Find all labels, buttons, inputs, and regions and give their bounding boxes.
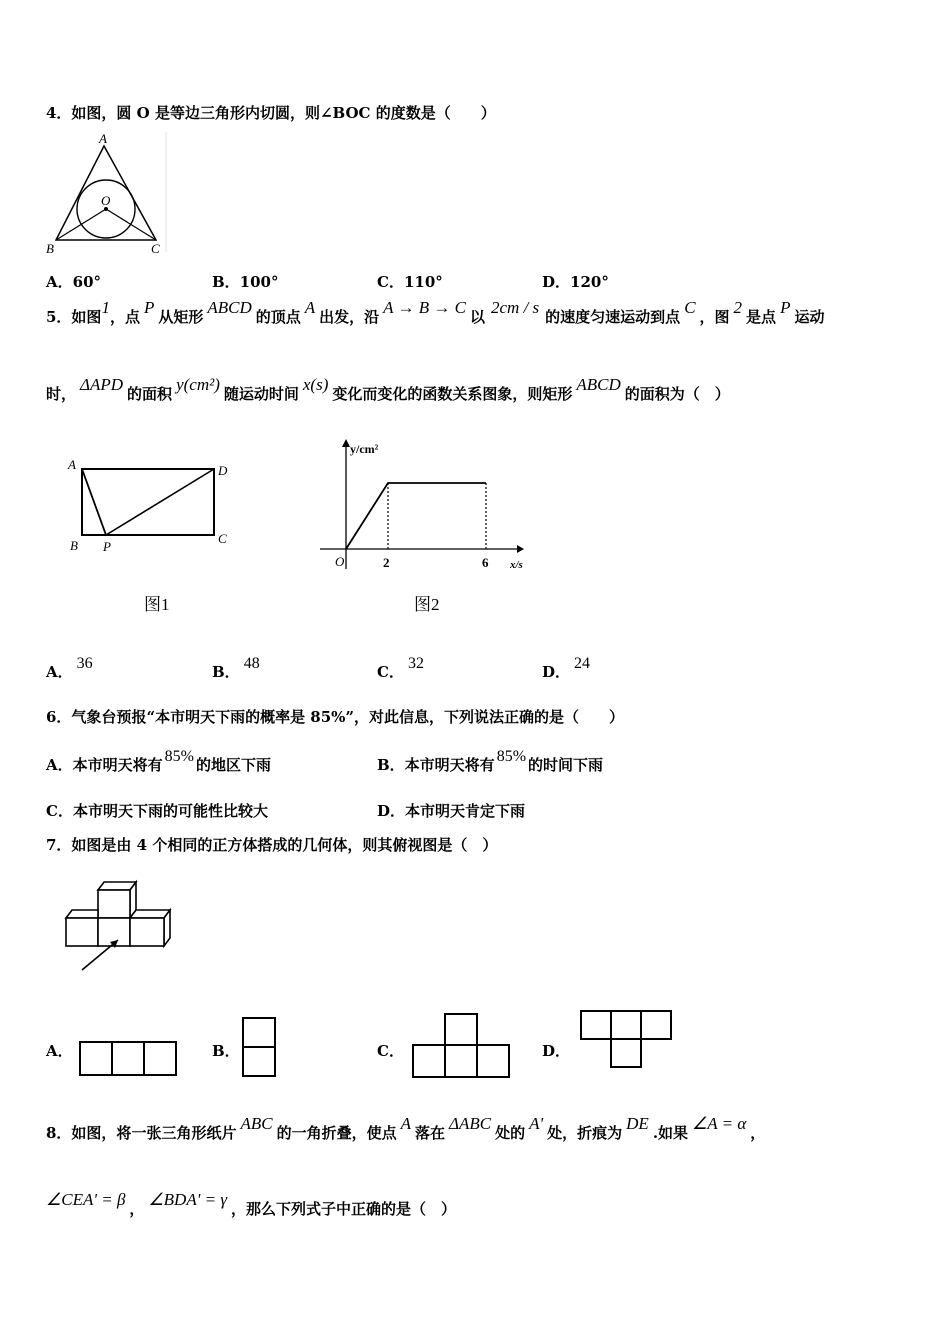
q7-option-a-figure[interactable] <box>78 1040 180 1078</box>
q5-option-c[interactable]: C． 32 <box>377 655 424 681</box>
q6-stem: 6．气象台预报“本市明天下雨的概率是 85%”，对此信息，下列说法正确的是（ ） <box>46 708 625 726</box>
q4-stem: 4．如图，圆 O 是等边三角形内切圆，则∠BOC 的度数是（ ） <box>46 104 496 122</box>
q4-option-d[interactable]: D．120° <box>542 273 609 291</box>
fig2-tick-2: 2 <box>383 555 390 570</box>
fig2-ylabel: y/cm² <box>350 442 379 456</box>
fig1-label-D: D <box>218 463 228 478</box>
q5-option-a[interactable]: A． 36 <box>46 655 93 681</box>
q4-label-A: A <box>99 131 107 146</box>
q7-option-b-figure[interactable] <box>241 1016 279 1080</box>
q7-option-d-figure[interactable] <box>579 1009 679 1073</box>
q7-stem: 7．如图是由 4 个相同的正方体搭成的几何体，则其俯视图是（ ） <box>46 836 498 854</box>
q4-label-C: C <box>151 241 160 256</box>
q7-option-c-figure[interactable] <box>411 1012 513 1080</box>
q7-option-b-label[interactable]: B． <box>212 1042 240 1060</box>
fig1-label-P: P <box>103 539 111 554</box>
q5-stem-line2: 时， ΔAPD 的面积 y(cm²) 随运动时间 x(s) 变化而变化的函数关系图象，则矩形 ABCD 的面积为（ ） <box>46 375 730 403</box>
q5-option-b[interactable]: B． 48 <box>212 655 260 681</box>
q7-option-c-label[interactable]: C． <box>377 1042 404 1060</box>
q4-option-b[interactable]: B．100° <box>212 273 279 291</box>
fig2-tick-6: 6 <box>482 555 489 570</box>
q5-option-d[interactable]: D． 24 <box>542 655 591 681</box>
q4-figure <box>44 132 174 257</box>
fig2-graph-line <box>346 483 486 549</box>
fig1-caption: 图1 <box>144 595 170 614</box>
q6-option-a[interactable]: A．本市明天将有 85% 的地区下雨 <box>46 748 271 774</box>
q7-option-d-label[interactable]: D． <box>542 1042 571 1060</box>
q7-option-a-label[interactable]: A． <box>46 1042 73 1060</box>
q5-stem-line1: 5．如图1，点 P 从矩形 ABCD 的顶点 A 出发，沿 A → B → C 以 2cm / s 的速度匀速运动到点 C ，图 2 是点 P 运动 <box>46 298 825 326</box>
fig1-label-B: B <box>70 538 78 553</box>
fig2-origin: O <box>335 554 345 569</box>
q4-label-O: O <box>101 193 111 208</box>
q7-solid-figure <box>60 878 200 988</box>
fig1-label-A: A <box>68 457 76 472</box>
q4-option-c[interactable]: C．110° <box>377 273 443 291</box>
q6-option-b[interactable]: B．本市明天将有 85% 的时间下雨 <box>377 748 604 774</box>
q4-option-a[interactable]: A．60° <box>46 273 102 291</box>
q4-label-B: B <box>46 241 54 256</box>
q6-option-d[interactable]: D．本市明天肯定下雨 <box>377 802 526 820</box>
q8-stem-line2: ∠CEA' = β ， ∠BDA' = γ ，那么下列式子中正确的是（ ） <box>46 1190 457 1218</box>
q5-figure1 <box>62 455 242 625</box>
q5-figure2 <box>312 435 542 625</box>
q8-stem-line1: 8．如图，将一张三角形纸片 ABC 的一角折叠，使点 A 落在 ΔABC 处的 A' 处，折痕为 DE .如果 ∠A = α ， <box>46 1114 766 1142</box>
q6-option-c[interactable]: C．本市明天下雨的可能性比较大 <box>46 802 268 820</box>
fig2-xlabel: x/s <box>510 559 523 571</box>
fig1-label-C: C <box>218 531 227 546</box>
fig2-caption: 图2 <box>414 595 440 614</box>
